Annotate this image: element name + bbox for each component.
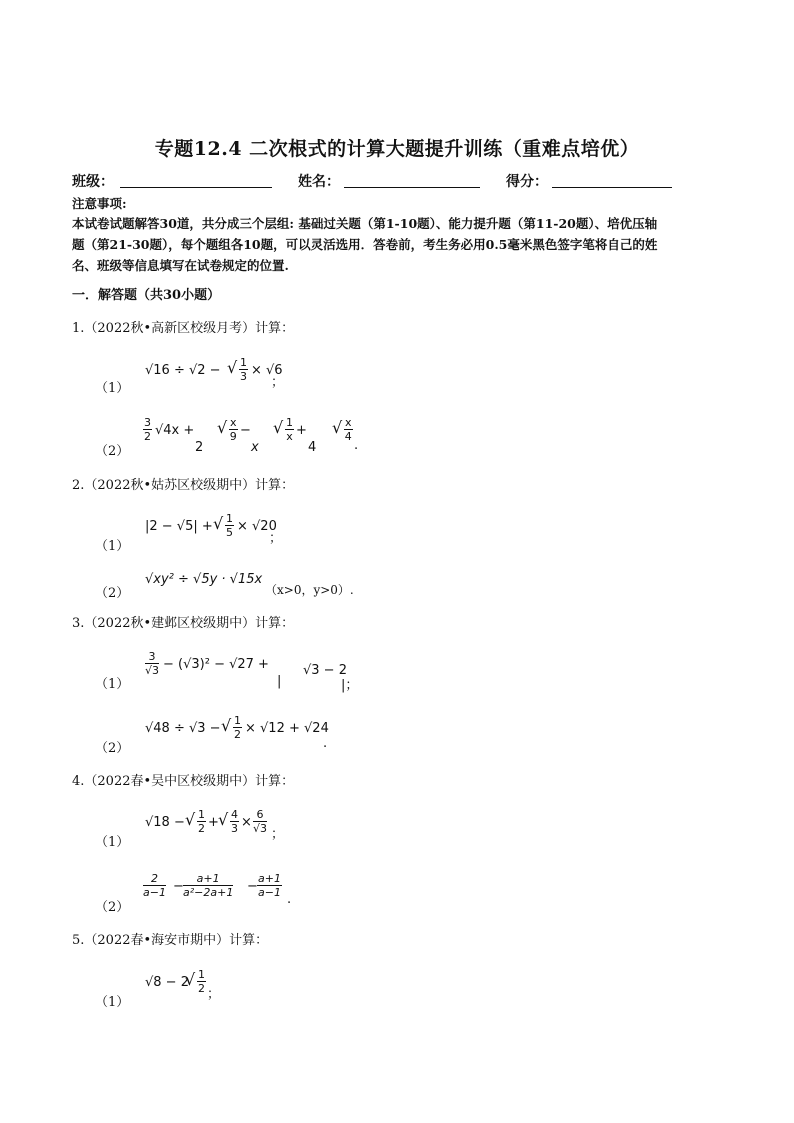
question-4-head: 4.（2022春•吴中区校级期中）计算： <box>72 774 295 789</box>
q5-part-1-label: （1） <box>95 995 130 1010</box>
question-5-head: 5.（2022春•海安市期中）计算： <box>72 933 269 948</box>
notice-line-3: 名、班级等信息填写在试卷规定的位置. <box>72 258 289 273</box>
q4-part-1-label: （1） <box>95 835 130 850</box>
q2-part-2-expression: √xy² ÷ √5y · √15x （x>0，y>0）. <box>145 572 354 597</box>
q1-part-1-label: （1） <box>95 381 130 396</box>
page-title: 专题12.4 二次根式的计算大题提升训练（重难点培优） <box>154 138 640 160</box>
name-blank[interactable] <box>344 187 480 188</box>
q1-part-1-expression: √16 ÷ √2 − √ $\frac{1}{3}$ × √6 ； <box>145 356 285 390</box>
q1-part-2-expression: $\frac{3}{2}$ √4x + 2 √ $\frac{x}{9}$ − x √ $\frac{1}{x}$ + 4 √ $\frac{x}{4}$ . <box>144 416 359 455</box>
question-3-head: 3.（2022秋•建邺区校级期中）计算： <box>72 616 295 631</box>
class-label: 班级： <box>72 174 114 190</box>
notice-line-1: 本试卷试题解答30道，共分成三个层组: 基础过关题（第1-10题）、能力提升题（第11-20题）、培优压轴 <box>72 216 658 231</box>
section-heading: 一．解答题（共30小题） <box>72 288 221 303</box>
q4-part-1-expression: √18 − √ $\frac{1}{2}$ + √ $\frac{4}{3}$ × $\frac{6}{√3}$ ； <box>145 808 285 842</box>
q3-part-1-label: （1） <box>95 677 130 692</box>
q1-part-2-label: （2） <box>95 444 130 459</box>
q2-part-1-label: （1） <box>95 539 130 554</box>
notice-heading: 注意事项: <box>72 196 127 211</box>
name-label: 姓名： <box>298 174 340 190</box>
class-blank[interactable] <box>120 187 272 188</box>
q4-part-2-label: （2） <box>95 900 130 915</box>
question-2-head: 2.（2022秋•姑苏区校级期中）计算： <box>72 478 295 493</box>
q4-part-2-expression: $\frac{2}{a-1}$ − $\frac{a+1}{\text{a²−2a+1}}$ − $\frac{a+1}{a-1}$ . <box>143 872 292 907</box>
q3-part-1-expression: $\frac{3}{√3}$ − (√3)² − √27 + | √3 − 2 |； <box>145 650 359 693</box>
notice-line-2: 题（第21-30题），每个题组各10题，可以灵活选用．答卷前，考生务必用0.5毫米黑色签字笔将自己的姓 <box>72 237 658 252</box>
score-blank[interactable] <box>552 187 672 188</box>
q5-part-1-expression: √8 − 2 √ $\frac{1}{2}$ ； <box>145 968 221 1002</box>
score-label: 得分： <box>506 174 548 190</box>
q3-part-2-label: （2） <box>95 741 130 756</box>
question-1-head: 1.（2022秋•高新区校级月考）计算： <box>72 321 295 336</box>
q2-part-2-label: （2） <box>95 586 130 601</box>
q2-part-1-expression: |2 − √5| + √ $\frac{1}{5}$ × √20 ； <box>145 512 283 546</box>
q3-part-2-expression: √48 ÷ √3 − √ $\frac{1}{2}$ × √12 + √24 . <box>145 714 329 751</box>
